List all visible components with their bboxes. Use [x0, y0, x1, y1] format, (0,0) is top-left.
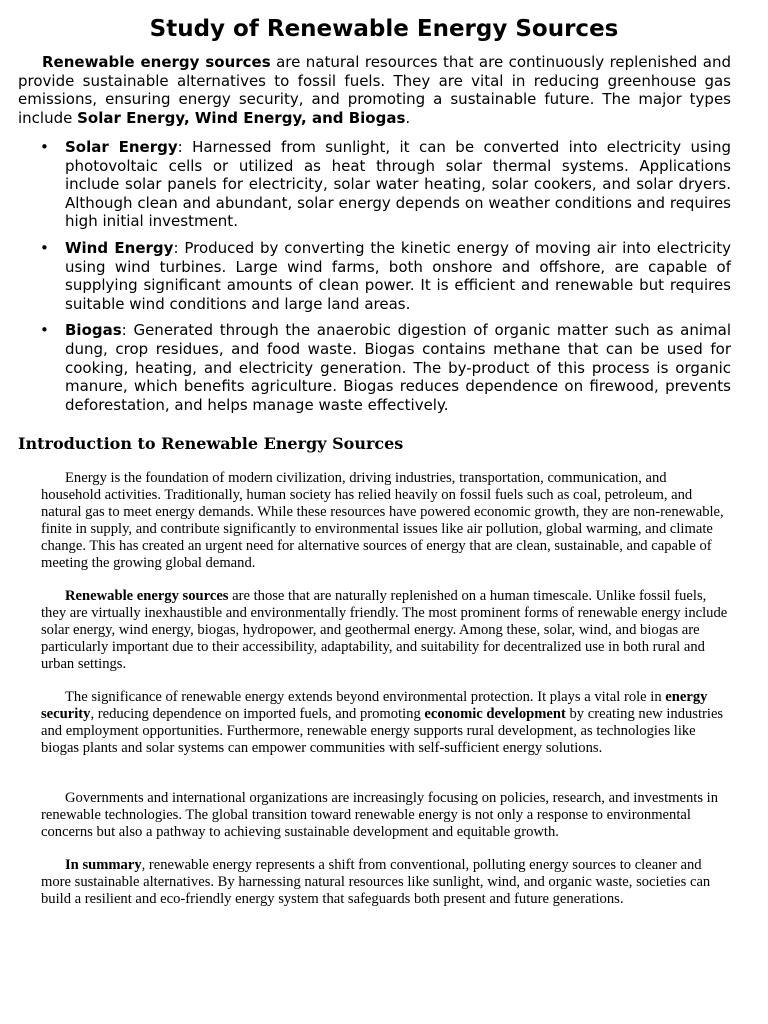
- intro-text-a: are natural resources that are continuously replenished and provide sustainable alternatives to fossil fuels. They are vital in reducing greenhouse gas emissions, ensuring energy security, and promoting a sustainable future. The major types include: [18, 53, 731, 127]
- type-description: : Generated through the anaerobic digestion of organic matter such as animal dung, crop residues, and food waste. Biogas contains methane that can be used for cooking, heating, and electricity generation. The by-product of this process is organic manure, which benefits agriculture. Biogas reduces dependence on firewood, prevents deforestation, and helps manage waste effectively.: [65, 321, 731, 414]
- intro-paragraph: [18, 53, 731, 127]
- bullet-icon: •: [40, 238, 49, 257]
- paragraph-4: Governments and international organizations are increasingly focusing on policies, research, and investments in renewable technologies. The global transition toward renewable energy is not only a response to environmental concerns but also a pathway to achieving sustainable development and equitable growth.: [41, 790, 719, 840]
- intro-lead-bold: Renewable energy sources: [42, 53, 271, 71]
- paragraph-3-bold-2: economic development: [424, 706, 566, 722]
- intro-text-b: .: [405, 108, 411, 127]
- paragraph-2: [41, 588, 729, 673]
- paragraph-1: Energy is the foundation of modern civilization, driving industries, transportation, communication, and household activities. Traditionally, human society has relied heavily on fossil fuels such as coal, petroleum, and natural gas to meet energy demands. While these resources have powered economic growth, they are non-renewable, finite in supply, and contribute significantly to environmental issues like air pollution, global warming, and climate change. This has created an urgent need for alternative sources of energy that are clean, sustainable, and capable of meeting the growing global demand.: [41, 470, 724, 571]
- paragraph-3: [41, 689, 729, 757]
- list-item-solar: [18, 138, 731, 231]
- section-heading: Introduction to Renewable Energy Sources: [18, 434, 404, 453]
- page-title: Study of Renewable Energy Sources: [149, 16, 619, 42]
- energy-types-list: [18, 138, 731, 422]
- bullet-icon: •: [40, 138, 49, 156]
- type-description: : Harnessed from sunlight, it can be converted into electricity using photovoltaic cells or utilized as heat through solar thermal systems. Applications include solar panels for electricity, solar water heating, solar cookers, and solar dryers. Although clean and abundant, solar energy depends on weather conditions and requires high initial investment.: [65, 138, 731, 231]
- list-item-wind: [18, 239, 731, 313]
- paragraph-2-text: are those that are naturally replenished on a human timescale. Unlike fossil fuels, they are virtually inexhaustible and environmentally friendly. The most prominent forms of renewable energy include solar energy, wind energy, biogas, hydropower, and geothermal energy. Among these, solar, wind, and biogas are particularly important due to their accessibility, adaptability, and suitability for decentralized use in both rural and urban settings.: [41, 588, 728, 672]
- paragraph-3-text-c: by creating new industries and employment opportunities. Furthermore, renewable energy supports rural development, as technologies like biogas plants and solar systems can empower communities with self-sufficient energy solutions.: [41, 706, 724, 756]
- type-name: Wind Energy: [65, 238, 174, 257]
- intro-types-bold: Solar Energy, Wind Energy, and Biogas: [77, 108, 406, 127]
- type-description: : Produced by converting the kinetic energy of moving air into electricity using wind turbines. Large wind farms, both onshore and offshore, are capable of supplying significant amounts of clean power. It is efficient and renewable but requires suitable wind conditions and large land areas.: [65, 238, 731, 313]
- paragraph-3-bold-1: energy security: [41, 689, 708, 722]
- type-name: Solar Energy: [65, 138, 178, 156]
- type-name: Biogas: [65, 321, 122, 340]
- paragraph-3-text-a: The significance of renewable energy extends beyond environmental protection. It plays a vital role in: [65, 689, 666, 705]
- paragraph-5: [41, 857, 729, 908]
- list-item-biogas: [18, 321, 731, 414]
- paragraph-3-text-b: , reducing dependence on imported fuels, and promoting: [90, 706, 425, 722]
- paragraph-2-bold: Renewable energy sources: [65, 588, 229, 604]
- paragraph-5-text: , renewable energy represents a shift from conventional, polluting energy sources to cleaner and more sustainable alternatives. By harnessing natural resources like sunlight, wind, and organic waste, societies can build a resilient and eco-friendly energy system that safeguards both present and future generations.: [41, 857, 711, 907]
- paragraph-5-bold: In summary: [65, 857, 142, 873]
- bullet-icon: •: [40, 321, 49, 340]
